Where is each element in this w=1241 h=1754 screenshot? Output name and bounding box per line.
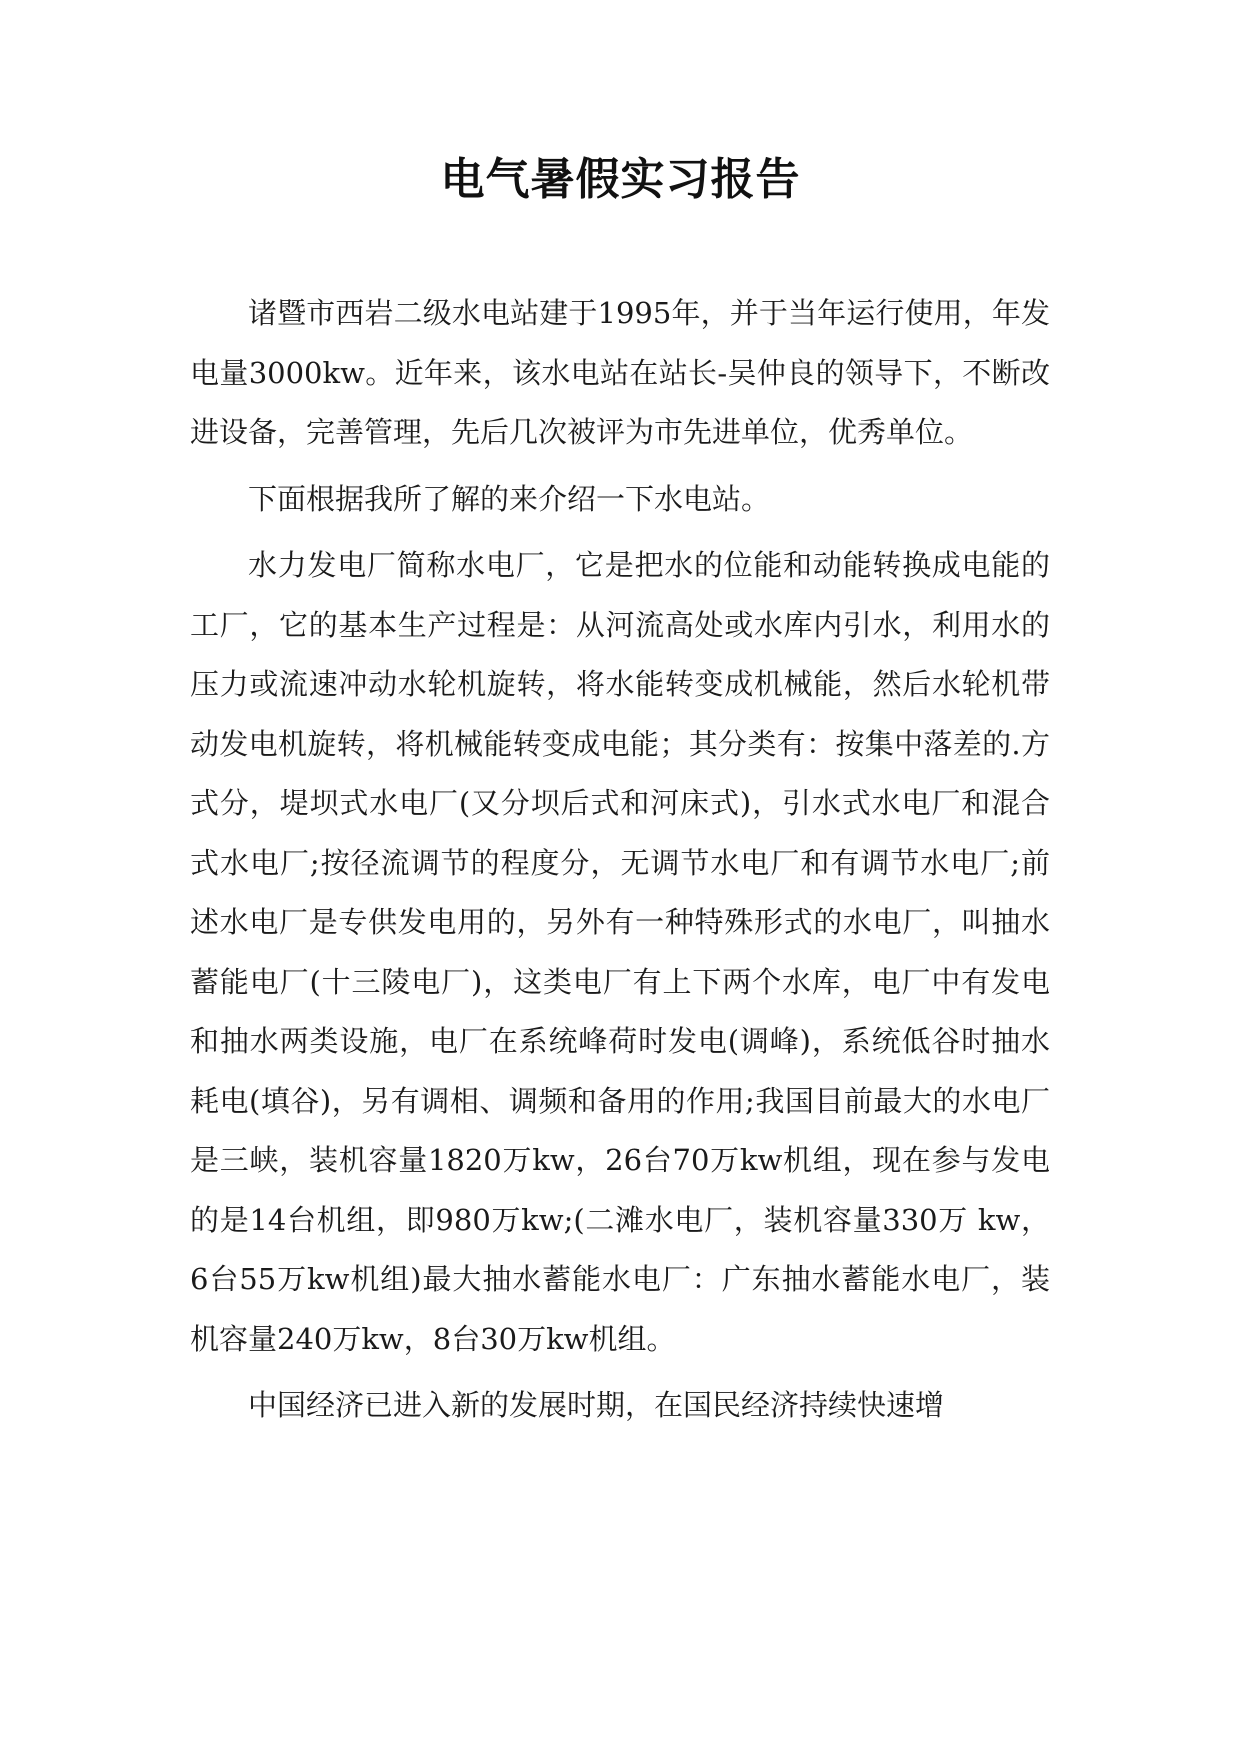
document-title: 电气暑假实习报告 [440,154,801,205]
paragraph-intro: 诸暨市西岩二级水电站建于1995年，并于当年运行使用，年发电量3000kw。近年来，该水电站在站长-吴仲良的领导下，不断改进设备，完善管理，先后几次被评为市先进单位，优秀单位。 [190,296,1050,449]
paragraph-economy: 中国经济已进入新的发展时期，在国民经济持续快速增 [248,1388,945,1422]
paragraph-hydropower: 水力发电厂简称水电厂，它是把水的位能和动能转换成电能的工厂，它的基本生产过程是：从河流高处或水库内引水，利用水的压力或流速冲动水轮机旋转，将水能转变成机械能，然后水轮机带动发电机旋转，将机械能转变成电能；其分类有：按集中落差的.方式分，堤坝式水电厂(又分坝后式和河床式)，引水式水电厂和混合式水电厂;按径流调节的程度分，无调节水电厂和有调节水电厂;前述水电厂是专供发电用的，另外有一种特殊形式的水电厂，叫抽水蓄能电厂(十三陵电厂)，这类电厂有上下两个水库，电厂中有发电和抽水两类设施，电厂在系统峰荷时发电(调峰)，系统低谷时抽水耗电(填谷)，另有调相、调频和备用的作用;我国目前最大的水电厂是三峡，装机容量1820万kw，26台70万kw机组，现在参与发电的是14台机组，即980万kw;(二滩水电厂，装机容量330万 kw，6台55万kw机组)最大抽水蓄能水电厂：广东抽水蓄能水电厂，装机容量240万kw，8台30万kw机组。 [190,548,1050,1356]
document-body [190,284,1050,1443]
paragraph-transition: 下面根据我所了解的来介绍一下水电站。 [248,481,771,516]
